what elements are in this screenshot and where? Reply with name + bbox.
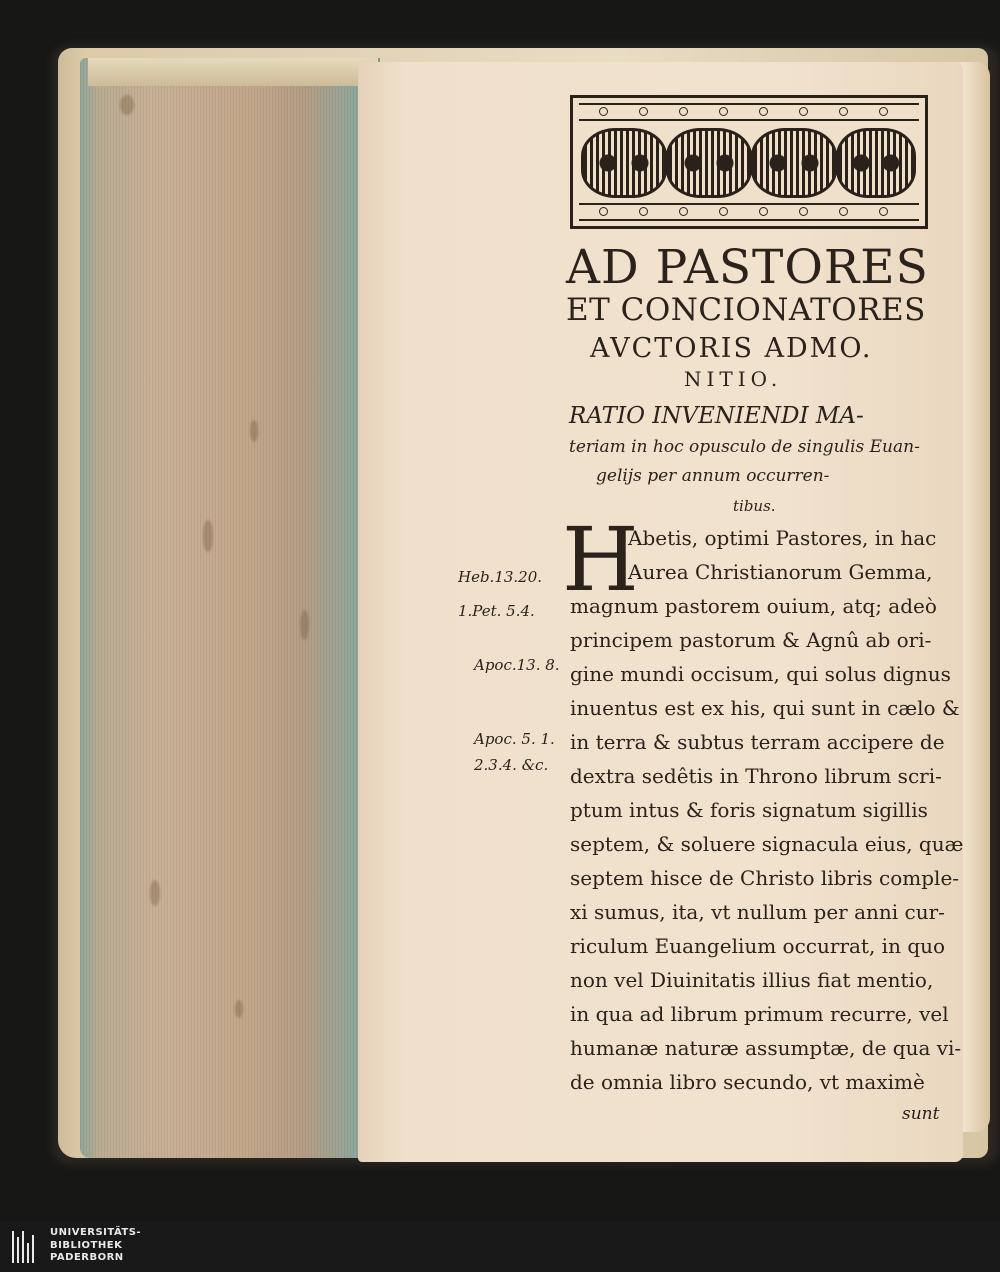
margin-note: Apoc. 5. 1. — [474, 730, 555, 748]
body-line: riculum Euangelium occurrat, in quo — [570, 934, 946, 958]
catchword: sunt — [902, 1104, 940, 1124]
title-line: AD PASTORES — [566, 240, 929, 295]
logo-line: BIBLIOTHEK — [50, 1239, 123, 1251]
body-line: Aurea Christianorum Gemma, — [628, 560, 933, 584]
body-line: in qua ad librum primum recurre, vel — [570, 1002, 949, 1026]
library-columns-icon — [12, 1231, 38, 1263]
body-line: ptum intus & foris signatum sigillis — [570, 798, 928, 822]
subtitle-line: teriam in hoc opusculo de singulis Euan- — [569, 437, 920, 457]
margin-note: Heb.13.20. — [458, 568, 543, 586]
margin-note: Apoc.13. 8. — [474, 656, 560, 674]
body-line: inuentus est ex his, qui sunt in cælo & — [570, 696, 960, 720]
stain — [150, 880, 160, 906]
ornament-motif — [581, 128, 667, 198]
margin-note: 1.Pet. 5.4. — [458, 602, 535, 620]
title-line: ET CONCIONATORES — [566, 292, 926, 328]
subtitle-line: RATIO INVENIENDI MA- — [569, 403, 864, 429]
drop-cap: H — [562, 508, 639, 611]
body-line: gine mundi occisum, qui solus dignus — [570, 662, 951, 686]
body-line: non vel Diuinitatis illius fiat mentio, — [570, 968, 934, 992]
logo-line: PADERBORN — [50, 1252, 124, 1263]
body-line: humanæ naturæ assumptæ, de qua vi- — [570, 1036, 962, 1060]
stain — [235, 1000, 243, 1018]
ornament-border — [579, 203, 919, 221]
body-line: magnum pastorem ouium, atq; adeò — [570, 594, 937, 618]
body-line: principem pastorum & Agnû ab ori- — [570, 628, 932, 652]
ornament-motif — [836, 128, 916, 198]
stain — [203, 520, 213, 552]
page-block-edge — [80, 58, 380, 1158]
body-line: Abetis, optimi Pastores, in hac — [628, 526, 937, 550]
body-line: septem hisce de Christo libris comple- — [570, 866, 960, 890]
body-line: de omnia libro secundo, vt maximè — [570, 1070, 925, 1094]
body-line: septem, & soluere signacula eius, quæ — [570, 832, 964, 856]
title-line: NITIO. — [684, 367, 783, 391]
stain — [120, 95, 134, 115]
ornament-border — [579, 103, 919, 121]
body-line: xi sumus, ita, vt nullum per anni cur- — [570, 900, 945, 924]
footer-bar — [0, 1222, 1000, 1272]
stain — [300, 610, 309, 640]
margin-note: 2.3.4. &c. — [474, 756, 549, 774]
stain — [250, 420, 258, 442]
title-line: AVCTORIS ADMO. — [590, 333, 873, 364]
subtitle-line: gelijs per annum occurren- — [596, 466, 830, 486]
body-line: in terra & subtus terram accipere de — [570, 730, 945, 754]
ornament-motif — [666, 128, 752, 198]
ornament-motif — [751, 128, 837, 198]
page-block-top — [88, 58, 378, 86]
library-logo-text[interactable] — [50, 1227, 141, 1265]
subtitle-line: tibus. — [733, 497, 776, 515]
logo-line: UNIVERSITÄTS- — [50, 1227, 142, 1238]
body-line: dextra sedêtis in Throno librum scri- — [570, 764, 942, 788]
woodcut-headpiece — [570, 95, 928, 229]
